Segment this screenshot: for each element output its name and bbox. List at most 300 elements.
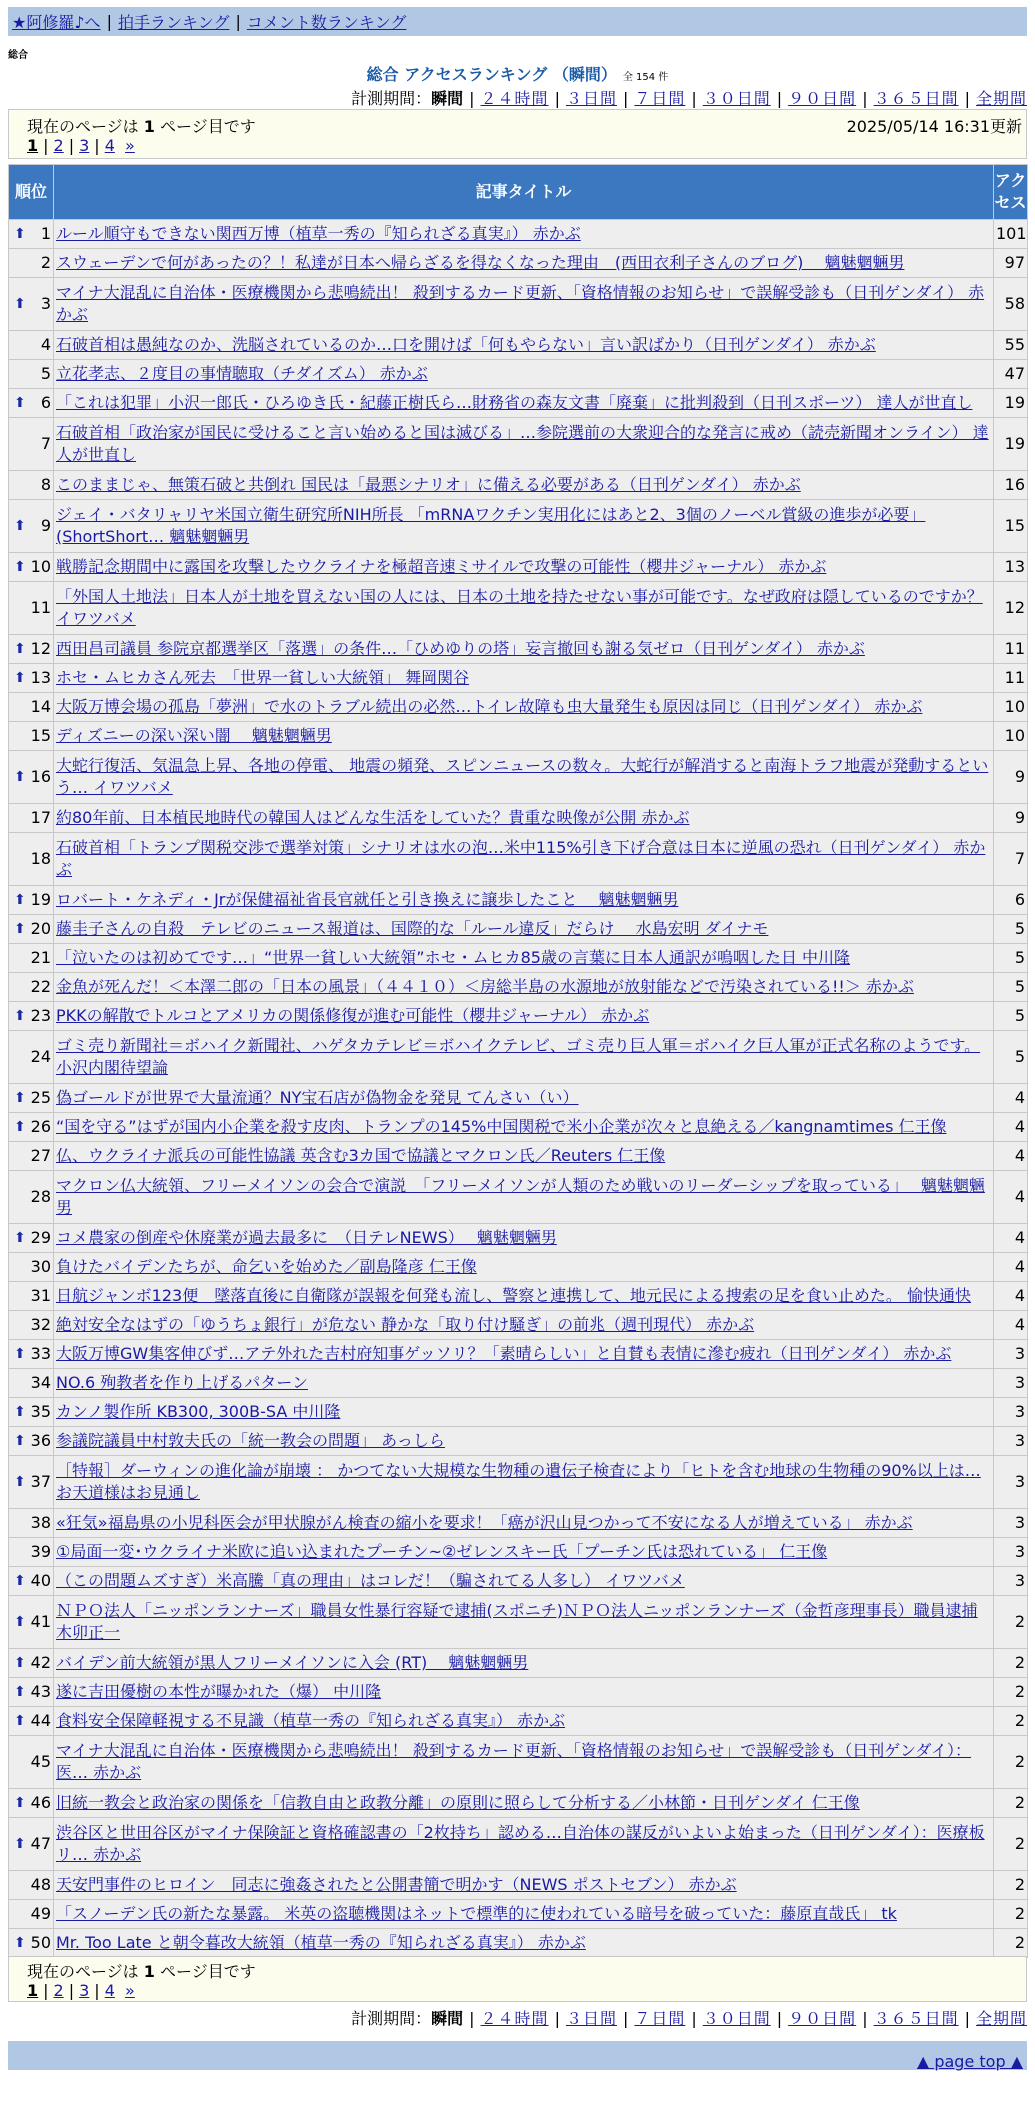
bottom-bar [8,2041,1027,2070]
rank-number: 7 [40,434,51,453]
asyura-home-link[interactable]: ★阿修羅♪へ [12,13,101,32]
table-row [9,886,1028,915]
rank-cell [9,249,54,278]
title-cell [54,804,994,833]
page-info-bottom [8,1956,1027,2002]
nav-separator: | [106,12,112,31]
rank-cell [9,1789,54,1818]
rank-cell [9,1678,54,1707]
title-cell [54,1398,994,1427]
rank-number: 37 [30,1472,51,1491]
article-link[interactable]: 戦勝記念期間中に露国を攻撃したウクライナを極超音速ミサイルで攻撃の可能性（櫻井ジャーナル） 赤かぶ [56,557,827,576]
article-link[interactable]: ジェイ・バタリャリヤ米国立衛生研究所NIH所長 「mRNAワクチン実用化にはあと2、3個のノーベル賞級の進歩が必要」(ShortShort… 魑魅魍魎男 [56,505,926,546]
rank-up-arrow-icon: ⬆ [14,1614,26,1630]
title-cell [54,1567,994,1596]
period-link[interactable]: ７日間 [634,89,686,108]
access-count: 2 [994,1900,1028,1929]
article-link[interactable]: PKKの解散でトルコとアメリカの関係修復が進む可能性（櫻井ジャーナル） 赤かぶ [56,1006,650,1025]
article-link[interactable]: 石破首相「トランプ関税交渉で選挙対策」シナリオは水の泡…米中115%引き下げ合意は日本に逆風の恐れ（日刊ゲンダイ） 赤かぶ [56,838,986,879]
table-row [9,1900,1028,1929]
page-info-top [8,109,1027,159]
rank-number: 30 [30,1257,51,1276]
access-count: 11 [994,664,1028,693]
article-link[interactable]: NO.6 殉教者を作り上げるパターン [56,1373,308,1392]
rank-number: 49 [30,1904,51,1923]
title-cell [54,500,994,553]
access-count: 2 [994,1678,1028,1707]
rank-up-arrow-icon: ⬆ [14,395,26,411]
period-link[interactable]: ２４時間 [480,2009,549,2028]
title-cell [54,1538,994,1567]
article-link[interactable]: ゴミ売り新聞社＝ボハイク新聞社、ハゲタカテレビ＝ボハイクテレビ、ゴミ売り巨人軍＝ボハイク巨人軍が正式名称のようです。 小沢内閣待望論 [56,1036,981,1077]
title-cell [54,1649,994,1678]
article-link[interactable]: スウェーデンで何があったの？！私達が日本へ帰らざるを得なくなった理由 (西田衣利子さんのブログ) 魑魅魍魎男 [56,253,905,272]
rank-cell [9,1649,54,1678]
rank-number: 8 [40,475,51,494]
access-count: 5 [994,915,1028,944]
rank-number: 35 [30,1402,51,1421]
article-link[interactable]: 約80年前、日本植民地時代の韓国人はどんな生活をしていた？貴重な映像が公開 赤かぶ [56,808,690,827]
table-row [9,1509,1028,1538]
table-row [9,722,1028,751]
title-cell [54,1818,994,1871]
article-link[interactable]: 西田昌司議員 参院京都選挙区「落選」の条件…「ひめゆりの塔」妄言撤回も謝る気ゼロ（日刊ゲンダイ） 赤かぶ [56,639,865,658]
page-separator: | [94,136,100,155]
article-link[interactable]: （この問題ムズすぎ）米高騰「真の理由」はコレだ！（騙されてる人多し） イワツバメ [56,1571,685,1590]
rank-up-arrow-icon: ⬆ [14,670,26,686]
page-separator: | [68,136,75,155]
period-selector-bottom [351,2006,1027,2029]
title-cell [54,389,994,418]
title-cell [54,1113,994,1142]
article-link[interactable]: 藤圭子さんの自殺 テレビのニュース報道は、国際的な「ルール違反」だらけ 水島宏明 ダイナモ [56,919,769,938]
table-row [9,331,1028,360]
rank-number: 12 [30,639,51,658]
article-link[interactable]: 旧統一教会と政治家の関係を「信教自由と政教分離」の原則に照らして分析する／小林節・日刊ゲンダイ 仁王像 [56,1793,860,1812]
article-link[interactable]: ［特報］ダーウィンの進化論が崩壊 ： かつてない大規模な生物種の遺伝子検査により「ヒトを含む地球の生物種の90%以上は… お天道様はお見通し [56,1461,981,1502]
title-cell [54,1171,994,1224]
table-row [9,1789,1028,1818]
period-link[interactable]: ９０日間 [788,89,857,108]
rank-cell [9,664,54,693]
title-cell [54,582,994,635]
article-link[interactable]: ルール順守もできない関西万博（植草一秀の『知られざる真実』） 赤かぶ [56,224,581,243]
rank-cell [9,1596,54,1649]
access-count: 3 [994,1567,1028,1596]
rank-number: 32 [30,1315,51,1334]
title-cell [54,1369,994,1398]
period-link[interactable]: ３日間 [565,2009,617,2028]
page-link[interactable]: 3 [79,1981,90,2000]
rank-number: 2 [40,253,51,272]
article-link[interactable]: バイデン前大統領が黒人フリーメイソンに入会 (RT) 魑魅魍魎男 [56,1653,529,1672]
table-row [9,1818,1028,1871]
title-cell [54,331,994,360]
title-cell [54,1311,994,1340]
rank-up-arrow-icon: ⬆ [14,518,26,534]
access-count: 4 [994,1224,1028,1253]
article-link[interactable]: 「外国人土地法」日本人が土地を買えない国の人には、日本の土地を持たせない事が可能です。なぜ政府は隠しているのですか？ イワツバメ [56,587,983,628]
page-title-row [0,62,1035,85]
title-cell [54,1596,994,1649]
rank-cell [9,1171,54,1224]
rank-number: 11 [30,598,51,617]
article-link[interactable]: コメ農家の倒産や休廃業が過去最多に （日テレNEWS） 魑魅魍魎男 [56,1228,557,1247]
rank-up-arrow-icon: ⬆ [14,1008,26,1024]
article-link[interactable]: «狂気»福島県の小児科医会が甲状腺がん検査の縮小を要求！「癌が沢山見つかって不安になる人が増えている」 赤かぶ [56,1513,913,1532]
period-link[interactable]: ３日間 [565,89,617,108]
table-row [9,1113,1028,1142]
table-row [9,804,1028,833]
period-link[interactable]: 全期間 [975,89,1027,108]
rank-number: 18 [30,849,51,868]
table-row [9,389,1028,418]
period-selector-top [351,86,1027,109]
article-link[interactable]: 大阪万博GW集客伸びず…アテ外れた吉村府知事ゲッソリ？「素晴らしい」と自賛も表情に滲む疲れ（日刊ゲンダイ） 赤かぶ [56,1344,952,1363]
access-count: 12 [994,582,1028,635]
rank-number: 20 [30,919,51,938]
rank-number: 13 [30,668,51,687]
access-count: 2 [994,1871,1028,1900]
rank-number: 50 [30,1933,51,1952]
rank-cell [9,1311,54,1340]
table-row [9,582,1028,635]
rank-cell [9,1707,54,1736]
table-row [9,220,1028,249]
access-count: 19 [994,418,1028,471]
table-row [9,553,1028,582]
title-cell [54,944,994,973]
table-row [9,1311,1028,1340]
title-cell [54,360,994,389]
access-count: 2 [994,1789,1028,1818]
access-count: 13 [994,553,1028,582]
rank-number: 26 [30,1117,51,1136]
rank-cell [9,886,54,915]
access-column-header: アクセス [994,165,1028,220]
article-link[interactable]: 負けたバイデンたちが、命乞いを始めた／副島隆彦 仁王像 [56,1257,477,1276]
article-link[interactable]: マイナ大混乱に自治体・医療機関から悲鳴続出！ 殺到するカード更新、「資格情報のお知らせ」で誤解受診も（日刊ゲンダイ） 赤かぶ [56,283,985,324]
rank-number: 36 [30,1431,51,1450]
access-count: 3 [994,1538,1028,1567]
rank-number: 40 [30,1571,51,1590]
rank-number: 15 [30,726,51,745]
period-current: 瞬間 [431,2009,464,2028]
access-count: 2 [994,1818,1028,1871]
article-link[interactable]: 「泣いたのは初めてです…」“世界一貧しい大統領”ホセ・ムヒカ85歳の言葉に日本人通訳が嗚咽した日 中川隆 [56,948,851,967]
access-count: 3 [994,1398,1028,1427]
article-link[interactable]: 絶対安全なはずの「ゆうちょ銀行」が危ない 静かな「取り付け騒ぎ」の前兆（週刊現代） 赤かぶ [56,1315,755,1334]
title-cell [54,1789,994,1818]
rank-up-arrow-icon: ⬆ [14,559,26,575]
rank-up-arrow-icon: ⬆ [14,296,26,312]
table-row [9,471,1028,500]
rank-cell [9,833,54,886]
table-row [9,1649,1028,1678]
rank-up-arrow-icon: ⬆ [14,1655,26,1671]
rank-cell [9,804,54,833]
table-row [9,915,1028,944]
rank-up-arrow-icon: ⬆ [14,1935,26,1951]
article-link[interactable]: Mr. Too Late と朝令暮改大統領（植草一秀の『知られざる真実』） 赤かぶ [56,1933,586,1952]
next-page-link[interactable]: » [125,136,135,155]
article-link[interactable]: 仏、ウクライナ派兵の可能性協議 英含む3カ国で協議とマクロン氏／Reuters 仁王像 [56,1146,666,1165]
article-link[interactable]: 立花孝志、２度目の事情聴取（チダイズム） 赤かぶ [56,364,428,383]
table-row [9,1031,1028,1084]
page-link[interactable]: 4 [104,1981,115,2000]
title-cell [54,664,994,693]
article-link[interactable]: 「スノーデン氏の新たな暴露。 米英の盗聴機関はネットで標準的に使われている暗号を破っていた：藤原直哉氏」 tk [56,1904,897,1923]
article-link[interactable]: 偽ゴールドが世界で大量流通？NY宝石店が偽物金を発見 てんさい（い） [56,1088,579,1107]
next-page-link[interactable]: » [125,1981,135,2000]
period-separator: | [622,89,629,108]
table-row [9,1596,1028,1649]
article-link[interactable]: 「これは犯罪」小沢一郎氏・ひろゆき氏・紀藤正樹氏ら…財務省の森友文書「廃棄」に批判殺到（日刊スポーツ） 達人が世直し [56,393,973,412]
rank-number: 28 [30,1187,51,1206]
rank-cell [9,635,54,664]
period-link[interactable]: ９０日間 [788,2009,857,2028]
article-link[interactable]: 遂に吉田優樹の本性が曝かれた（爆） 中川隆 [56,1682,382,1701]
table-row [9,1369,1028,1398]
rank-cell [9,1084,54,1113]
table-row [9,1224,1028,1253]
article-link[interactable]: 大阪万博会場の孤島「夢洲」で水のトラブル続出の必然…トイレ故障も虫大量発生も原因は同じ（日刊ゲンダイ） 赤かぶ [56,697,923,716]
rank-number: 21 [30,948,51,967]
current-page-text: 現在のページは 1 ページ目です [27,117,256,136]
access-count: 97 [994,249,1028,278]
rank-number: 3 [40,294,51,313]
period-separator: | [469,2009,475,2028]
table-row [9,1002,1028,1031]
period-separator: | [691,2009,697,2028]
period-link[interactable]: ７日間 [634,2009,686,2028]
article-link[interactable]: 天安門事件のヒロイン 同志に強姦されたと公開書簡で明かす（NEWS ポストセブン） 赤かぶ [56,1875,737,1894]
access-count: 4 [994,1253,1028,1282]
access-count: 55 [994,331,1028,360]
page-link[interactable]: 4 [104,136,115,155]
rank-number: 16 [30,767,51,786]
table-row [9,360,1028,389]
access-count: 58 [994,278,1028,331]
rank-up-arrow-icon: ⬆ [14,1573,26,1589]
title-cell [54,1002,994,1031]
rank-up-arrow-icon: ⬆ [14,892,26,908]
article-link[interactable]: 大蛇行復活、気温急上昇、各地の停電、 地震の頻発、スピンニュースの数々。大蛇行が解消すると南海トラフ地震が発動するという… イワツバメ [56,756,989,797]
rank-up-arrow-icon: ⬆ [14,769,26,785]
rank-cell [9,1340,54,1369]
total-count: 全 154 件 [622,72,669,83]
table-row [9,1678,1028,1707]
table-row [9,1538,1028,1567]
table-row [9,1142,1028,1171]
article-link[interactable]: カンノ製作所 KB300, 300B-SA 中川隆 [56,1402,341,1421]
rank-up-arrow-icon: ⬆ [14,1474,26,1490]
article-link[interactable]: ホセ・ムヒカさん死去 「世界一貧しい大統領」 舞岡関谷 [56,668,470,687]
period-link[interactable]: ２４時間 [480,89,549,108]
rank-cell [9,1224,54,1253]
access-count: 4 [994,1084,1028,1113]
article-link[interactable]: 参議院議員中村敦夫氏の「統一教会の問題」 あっしら [56,1431,445,1450]
access-count: 10 [994,722,1028,751]
page-top-link[interactable]: ▲ page top ▲ [916,2052,1023,2071]
article-link[interactable]: ＮＰＯ法人「ニッポンランナーズ」職員女性暴行容疑で逮捕(スポニチ)ＮＰＯ法人ニッポンランナーズ（金哲彦理事長）職員逮捕 木卯正一 [56,1601,978,1642]
period-separator: | [554,2009,560,2028]
table-row [9,249,1028,278]
article-link[interactable]: ロバート・ケネディ・Jrが保健福祉省長官就任と引き換えに譲歩したこと 魑魅魍魎男 [56,890,679,909]
rank-number: 1 [40,224,51,243]
rank-number: 19 [30,890,51,909]
title-cell [54,693,994,722]
rank-number: 4 [40,335,51,354]
period-link[interactable]: ３０日間 [702,89,771,108]
article-link[interactable]: 金魚が死んだ！＜本澤二郎の「日本の風景」（４４１０）＜房総半島の水源地が放射能などで汚染されている!!＞ 赤かぶ [56,977,914,996]
table-row [9,751,1028,804]
comment-ranking-link[interactable]: コメント数ランキング [246,13,407,32]
title-cell [54,1084,994,1113]
rank-number: 27 [30,1146,51,1165]
access-count: 5 [994,973,1028,1002]
period-link[interactable]: 全期間 [975,2009,1027,2028]
page-link[interactable]: 2 [53,1981,64,2000]
access-count: 4 [994,1282,1028,1311]
page-title: 総合 アクセスランキング （瞬間） [366,65,617,84]
title-column-header: 記事タイトル [54,165,994,220]
rank-cell [9,389,54,418]
access-count: 101 [994,220,1028,249]
period-link[interactable]: ３６５日間 [873,2009,959,2028]
access-count: 5 [994,1031,1028,1084]
period-separator: | [691,89,697,108]
rank-number: 47 [30,1834,51,1853]
applause-ranking-link[interactable]: 拍手ランキング [117,13,230,32]
rank-number: 42 [30,1653,51,1672]
rank-cell [9,1031,54,1084]
access-count: 3 [994,1456,1028,1509]
access-count: 2 [994,1707,1028,1736]
rank-cell [9,973,54,1002]
rank-number: 44 [30,1711,51,1730]
rank-cell [9,1538,54,1567]
title-cell [54,973,994,1002]
article-link[interactable]: 石破首相は愚純なのか、洗脳されているのか…口を開けば「何もやらない」言い訳ばかり（日刊ゲンダイ） 赤かぶ [56,335,876,354]
page-link[interactable]: 2 [53,136,64,155]
article-link[interactable]: マクロン仏大統領、フリーメイソンの会合で演説 「フリーメイソンが人類のため戦いのリーダーシップを取っている」 魑魅魍魎男 [56,1176,985,1217]
article-link[interactable]: 食料安全保障軽視する不見識（植草一秀の『知られざる真実』） 赤かぶ [56,1711,566,1730]
rank-cell [9,944,54,973]
rank-cell [9,278,54,331]
period-link[interactable]: ３６５日間 [873,89,959,108]
rank-up-arrow-icon: ⬆ [14,1836,26,1852]
rank-up-arrow-icon: ⬆ [14,1230,26,1246]
rank-cell [9,751,54,804]
access-count: 6 [994,886,1028,915]
period-link[interactable]: ３０日間 [702,2009,771,2028]
rank-number: 48 [30,1875,51,1894]
rank-number: 22 [30,977,51,996]
article-link[interactable]: このままじゃ、無策石破と共倒れ 国民は「最悪シナリオ」に備える必要がある（日刊ゲンダイ） 赤かぶ [56,475,801,494]
rank-number: 23 [30,1006,51,1025]
table-row [9,1871,1028,1900]
access-count: 9 [994,804,1028,833]
rank-cell [9,1113,54,1142]
table-row [9,1707,1028,1736]
rank-up-arrow-icon: ⬆ [14,1404,26,1420]
table-row [9,278,1028,331]
period-label: 計測期間： [351,2009,432,2028]
rank-number: 46 [30,1793,51,1812]
title-cell [54,471,994,500]
rank-cell [9,360,54,389]
rank-cell [9,553,54,582]
title-cell [54,1427,994,1456]
table-row [9,1171,1028,1224]
page-link[interactable]: 3 [79,136,90,155]
table-row [9,1398,1028,1427]
article-link[interactable]: 石破首相「政治家が国民に受けること言い始めると国は滅びる」…参院選前の大衆迎合的な発言に戒め（読売新聞オンライン） 達人が世直し [56,423,989,464]
access-count: 3 [994,1509,1028,1538]
title-cell [54,249,994,278]
table-row [9,1253,1028,1282]
title-cell [54,278,994,331]
table-row [9,635,1028,664]
title-cell [54,1929,994,1958]
access-count: 2 [994,1596,1028,1649]
rank-cell [9,331,54,360]
article-link[interactable]: 渋谷区と世田谷区がマイナ保険証と資格確認書の「2枚持ち」認める…自治体の謀反がいよいよ始まった（日刊ゲンダイ）：医療板リ… 赤かぶ [56,1823,985,1864]
title-cell [54,1736,994,1789]
access-count: 5 [994,944,1028,973]
rank-up-arrow-icon: ⬆ [14,1346,26,1362]
period-separator: | [554,89,560,108]
access-count: 4 [994,1142,1028,1171]
table-row [9,664,1028,693]
period-separator: | [862,89,868,108]
rank-cell [9,418,54,471]
title-cell [54,1340,994,1369]
rank-cell [9,1002,54,1031]
table-row [9,1929,1028,1958]
article-link[interactable]: ①局面一変･ウクライナ米欧に追い込まれたプーチン~②ゼレンスキー氏「プーチン氏は恐れている」 仁王像 [56,1542,828,1561]
rank-column-header: 順位 [9,165,54,220]
period-separator: | [964,89,970,108]
title-cell [54,635,994,664]
access-count: 4 [994,1311,1028,1340]
page-current: 1 [27,1981,39,2000]
access-count: 7 [994,833,1028,886]
table-row [9,1427,1028,1456]
rank-number: 33 [30,1344,51,1363]
access-count: 4 [994,1113,1028,1142]
access-count: 4 [994,1171,1028,1224]
rank-number: 6 [40,393,51,412]
period-separator: | [776,2009,783,2028]
article-link[interactable]: マイナ大混乱に自治体・医療機関から悲鳴続出！ 殺到するカード更新、「資格情報のお知らせ」で誤解受診も（日刊ゲンダイ）：医… 赤かぶ [56,1741,972,1782]
article-link[interactable]: ディズニーの深い深い闇 魑魅魍魎男 [56,726,332,745]
article-link[interactable]: “国を守る”はずが国内小企業を殺す皮肉、トランプの145%中国関税で米小企業が次々と息絶える／kangnamtimes 仁王像 [56,1117,947,1136]
rank-number: 17 [30,808,51,827]
table-row [9,833,1028,886]
rank-number: 31 [30,1286,51,1305]
rank-cell [9,1456,54,1509]
access-count: 9 [994,751,1028,804]
title-cell [54,915,994,944]
rank-cell [9,722,54,751]
article-link[interactable]: 日航ジャンボ123便 墜落直後に自衛隊が誤報を何発も流し、警察と連携して、地元民による捜索の足を食い止めた。 愉快通快 [56,1286,971,1305]
rank-up-arrow-icon: ⬆ [14,1433,26,1449]
rank-up-arrow-icon: ⬆ [14,921,26,937]
title-cell [54,751,994,804]
title-cell [54,833,994,886]
